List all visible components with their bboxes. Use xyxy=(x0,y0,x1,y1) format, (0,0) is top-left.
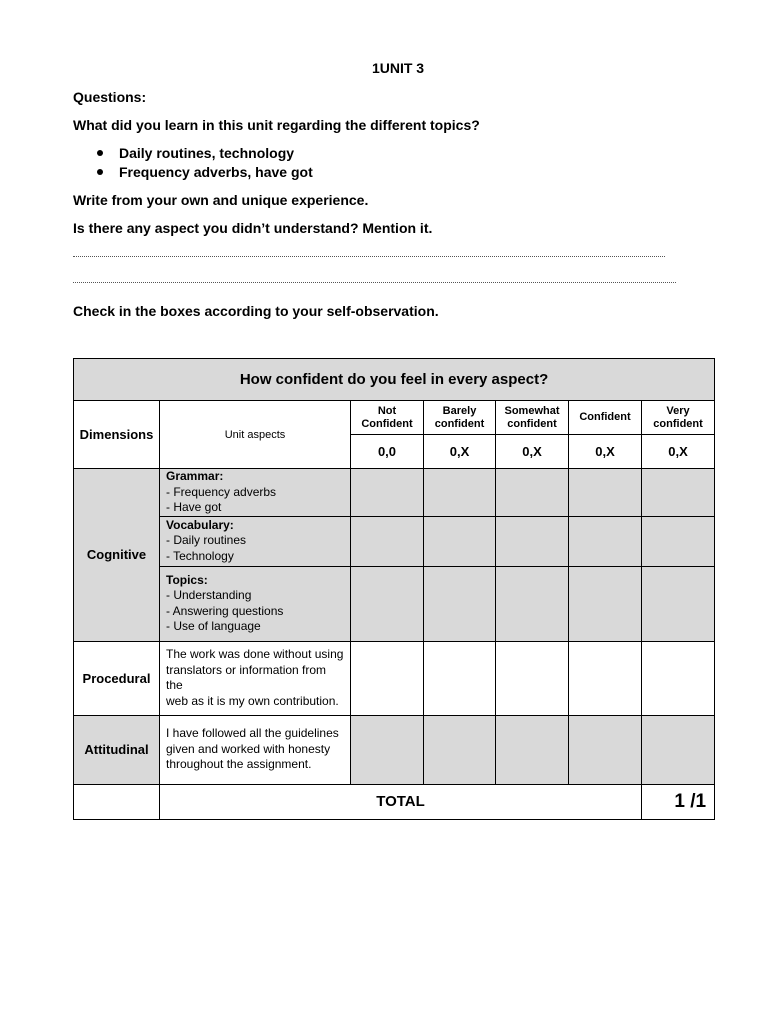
procedural-label: Procedural xyxy=(74,641,160,715)
unit-aspects-header: Unit aspects xyxy=(160,401,351,469)
bullet-icon xyxy=(97,169,103,175)
check-box[interactable] xyxy=(424,516,496,566)
check-box[interactable] xyxy=(424,641,496,715)
table-row xyxy=(74,469,715,517)
bullet-icon xyxy=(97,150,103,156)
procedural-aspect: The work was done without using translators or information from the web as it is my own contribution. xyxy=(160,641,351,715)
vocabulary-aspect: Vocabulary: - Daily routines - Technology xyxy=(160,516,351,566)
check-box[interactable] xyxy=(569,469,642,517)
dimensions-header: Dimensions xyxy=(74,401,160,469)
check-box[interactable] xyxy=(351,516,424,566)
check-box[interactable] xyxy=(569,566,642,641)
check-box[interactable] xyxy=(351,469,424,517)
list-item-label: Daily routines, technology xyxy=(119,145,295,161)
level-value-not-confident: 0,0 xyxy=(351,435,424,469)
table-row xyxy=(74,641,715,715)
check-box[interactable] xyxy=(351,566,424,641)
level-header-very-confident: Very confident xyxy=(642,401,715,435)
attitudinal-aspect: I have followed all the guidelines given and worked with honesty throughout the assignment. xyxy=(160,715,351,784)
level-value-confident: 0,X xyxy=(569,435,642,469)
level-header-not-confident: Not Confident xyxy=(351,401,424,435)
table-row xyxy=(74,516,715,566)
list-item xyxy=(97,144,313,163)
answer-line-1[interactable] xyxy=(73,256,665,257)
check-box[interactable] xyxy=(424,469,496,517)
list-item-label: Frequency adverbs, have got xyxy=(119,164,313,180)
check-box[interactable] xyxy=(496,566,569,641)
table-title: How confident do you feel in every aspect? xyxy=(74,359,715,401)
total-label: TOTAL xyxy=(160,784,642,819)
total-score: 1 /1 xyxy=(642,784,715,819)
check-box[interactable] xyxy=(569,516,642,566)
check-box[interactable] xyxy=(642,516,715,566)
total-empty-cell xyxy=(74,784,160,819)
check-box[interactable] xyxy=(424,715,496,784)
check-box[interactable] xyxy=(496,641,569,715)
check-box[interactable] xyxy=(351,715,424,784)
level-header-barely-confident: Barely confident xyxy=(424,401,496,435)
check-box[interactable] xyxy=(569,715,642,784)
check-instruction: Check in the boxes according to your self-observation. xyxy=(73,303,439,319)
answer-line-2[interactable] xyxy=(73,282,676,283)
topics-aspect: Topics: - Understanding - Answering questions - Use of language xyxy=(160,566,351,641)
check-box[interactable] xyxy=(496,516,569,566)
cognitive-label: Cognitive xyxy=(74,469,160,642)
table-row xyxy=(74,566,715,641)
questions-label: Questions: xyxy=(73,89,147,105)
check-box[interactable] xyxy=(496,469,569,517)
list-item xyxy=(97,163,313,182)
check-box[interactable] xyxy=(424,566,496,641)
unit-title: 1UNIT 3 xyxy=(371,60,425,76)
check-box[interactable] xyxy=(642,566,715,641)
topics-list xyxy=(97,144,313,182)
check-box[interactable] xyxy=(642,469,715,517)
level-header-somewhat-confident: Somewhat confident xyxy=(496,401,569,435)
question-2: Is there any aspect you didn’t understand? Mention it. xyxy=(73,220,433,236)
grammar-aspect: Grammar: - Frequency adverbs - Have got xyxy=(160,469,351,517)
table-row xyxy=(74,715,715,784)
question-1: What did you learn in this unit regarding the different topics? xyxy=(73,117,480,133)
check-box[interactable] xyxy=(642,641,715,715)
level-value-barely-confident: 0,X xyxy=(424,435,496,469)
self-assessment-table xyxy=(73,358,715,820)
instruction-text: Write from your own and unique experience. xyxy=(73,192,369,208)
check-box[interactable] xyxy=(642,715,715,784)
check-box[interactable] xyxy=(496,715,569,784)
attitudinal-label: Attitudinal xyxy=(74,715,160,784)
total-row xyxy=(74,784,715,819)
level-header-confident: Confident xyxy=(569,401,642,435)
level-value-very-confident: 0,X xyxy=(642,435,715,469)
check-box[interactable] xyxy=(569,641,642,715)
level-value-somewhat-confident: 0,X xyxy=(496,435,569,469)
check-box[interactable] xyxy=(351,641,424,715)
